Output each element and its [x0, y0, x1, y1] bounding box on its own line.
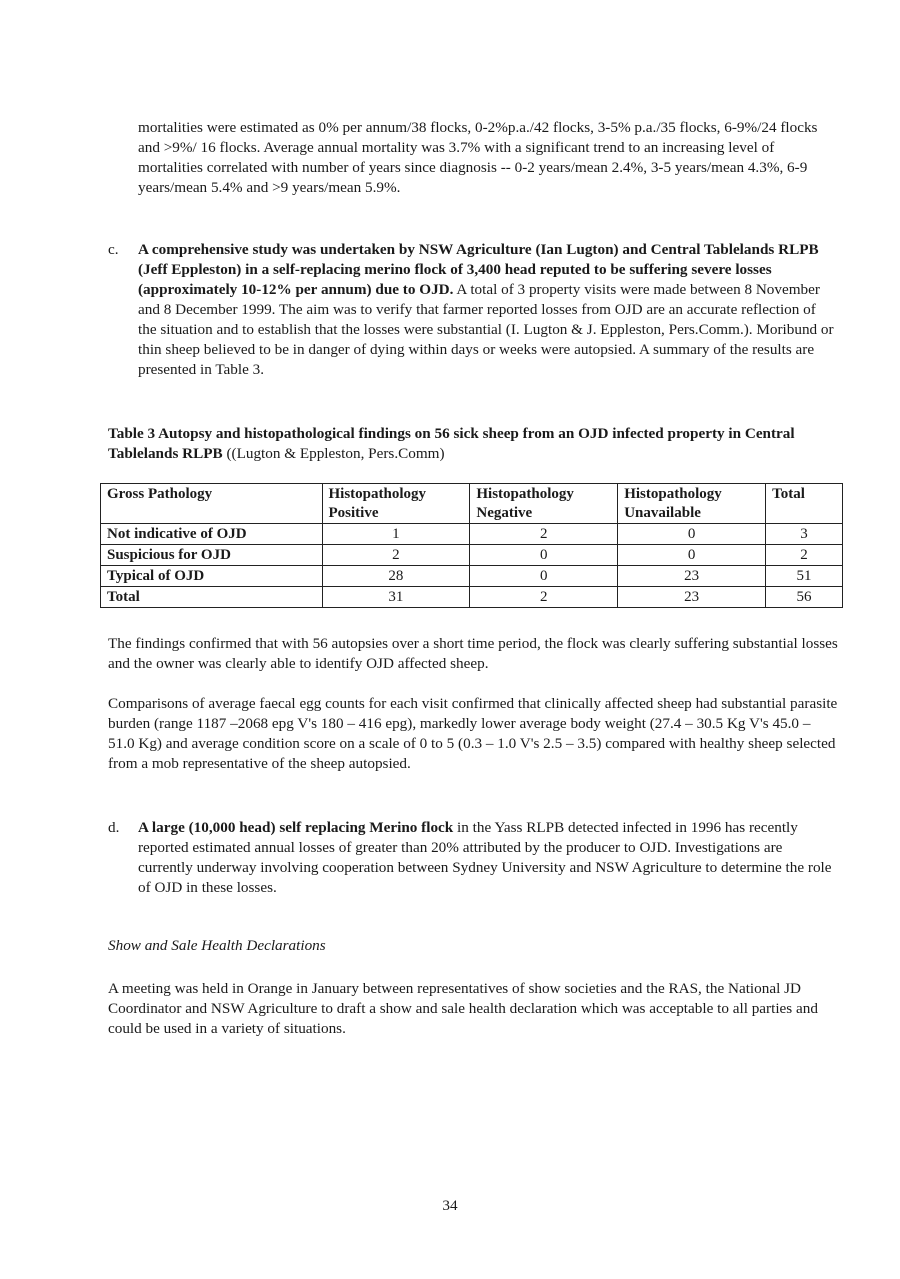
item-d-letter: d. [108, 819, 120, 836]
table-cell: 56 [766, 587, 843, 608]
table-row [101, 566, 843, 587]
list-item-c [108, 240, 838, 380]
table-cell: 0 [618, 545, 766, 566]
list-item-d [108, 818, 838, 898]
meeting-paragraph: A meeting was held in Orange in January between representatives of show societies and the RAS, the National JD Coordinator and NSW Agriculture to draft a show and sale health declaration which was acceptable to all parties and could be used in a variety of situations. [108, 980, 818, 1037]
item-c-text: A total of 3 property visits were made between 8 November and 8 December 1999. The aim was to verify that farmer reported losses from OJD are an accurate reflection of the situation and to establish that the losses were substantial (I. Lugton & J. Eppleston, Pers.Comm.). Moribund or thin sheep believed to be in danger of dying within days or weeks were autopsied. A summary of the results are presented in Table 3. [138, 281, 834, 378]
table-cell: 2 [470, 587, 618, 608]
table-header: Histopathology Positive [322, 484, 470, 524]
table-cell: 31 [322, 587, 470, 608]
table-cell: 1 [322, 524, 470, 545]
row-label: Not indicative of OJD [101, 524, 323, 545]
item-d-bold: A large (10,000 head) self replacing Merino flock [138, 819, 454, 836]
table3-caption-bold: Table 3 Autopsy and histopathological findings on 56 sick sheep from an OJD infected property in Central Tablelands RLPB [108, 425, 795, 462]
table-cell: 23 [618, 587, 766, 608]
table-cell: 0 [470, 566, 618, 587]
page-number: 34 [442, 1197, 458, 1214]
table-header: Total [766, 484, 843, 524]
table3-caption [108, 424, 828, 464]
table-row [101, 545, 843, 566]
item-c-content [138, 240, 838, 380]
table-cell: 3 [766, 524, 843, 545]
table3 [100, 483, 843, 608]
table-header: Histopathology Negative [470, 484, 618, 524]
section-heading: Show and Sale Health Declarations [108, 937, 326, 954]
item-c-bold: A comprehensive study was undertaken by NSW Agriculture (Ian Lugton) and Central Tablelands RLPB (Jeff Eppleston) in a self-replacing merino flock of 3,400 head reputed to be suffering severe losses (approximately 10-12% per annum) due to OJD. [138, 241, 819, 298]
comparison-paragraph: Comparisons of average faecal egg counts for each visit confirmed that clinically affected sheep had substantial parasite burden (range 1187 –2068 epg V's 180 – 416 epg), markedly lower average body weight (27.4 – 30.5 Kg V's 45.0 – 51.0 Kg) and average condition score on a scale of 0 to 5 (0.3 – 1.0 V's 2.5 – 3.5) compared with healthy sheep selected from a mob representative of the sheep autopsied. [108, 695, 838, 772]
table-cell: 51 [766, 566, 843, 587]
table-row [101, 524, 843, 545]
table3-caption-source: ((Lugton & Eppleston, Pers.Comm) [222, 445, 445, 462]
table-cell: 2 [470, 524, 618, 545]
table-cell: 28 [322, 566, 470, 587]
table-row [101, 587, 843, 608]
table-cell: 23 [618, 566, 766, 587]
table-cell: 2 [766, 545, 843, 566]
table-header-row [101, 484, 843, 524]
table-header: Gross Pathology [101, 484, 323, 524]
row-label: Typical of OJD [101, 566, 323, 587]
item-d-text: in the Yass RLPB detected infected in 1996 has recently reported estimated annual losses of greater than 20% attributed by the producer to OJD. Investigations are currently underway involving cooperation between Sydney University and NSW Agriculture to determine the role of OJD in these losses. [138, 819, 832, 896]
intro-paragraph: mortalities were estimated as 0% per annum/38 flocks, 0-2%p.a./42 flocks, 3-5% p.a./35 flocks, 6-9%/24 flocks and >9%/ 16 flocks. Average annual mortality was 3.7% with a significant trend to an increasing level of mortalities correlated with number of years since diagnosis -- 0-2 years/mean 2.4%, 3-5 years/mean 4.3%, 6-9 years/mean 5.4% and >9 years/mean 5.9%. [138, 119, 818, 196]
table-cell: 0 [470, 545, 618, 566]
findings-paragraph: The findings confirmed that with 56 autopsies over a short time period, the flock was clearly suffering substantial losses and the owner was clearly able to identify OJD affected sheep. [108, 635, 838, 672]
item-d-content [138, 818, 838, 898]
table-header: Histopathology Unavailable [618, 484, 766, 524]
item-c-letter: c. [108, 241, 119, 258]
row-label: Suspicious for OJD [101, 545, 323, 566]
table-cell: 0 [618, 524, 766, 545]
row-label: Total [101, 587, 323, 608]
table-cell: 2 [322, 545, 470, 566]
